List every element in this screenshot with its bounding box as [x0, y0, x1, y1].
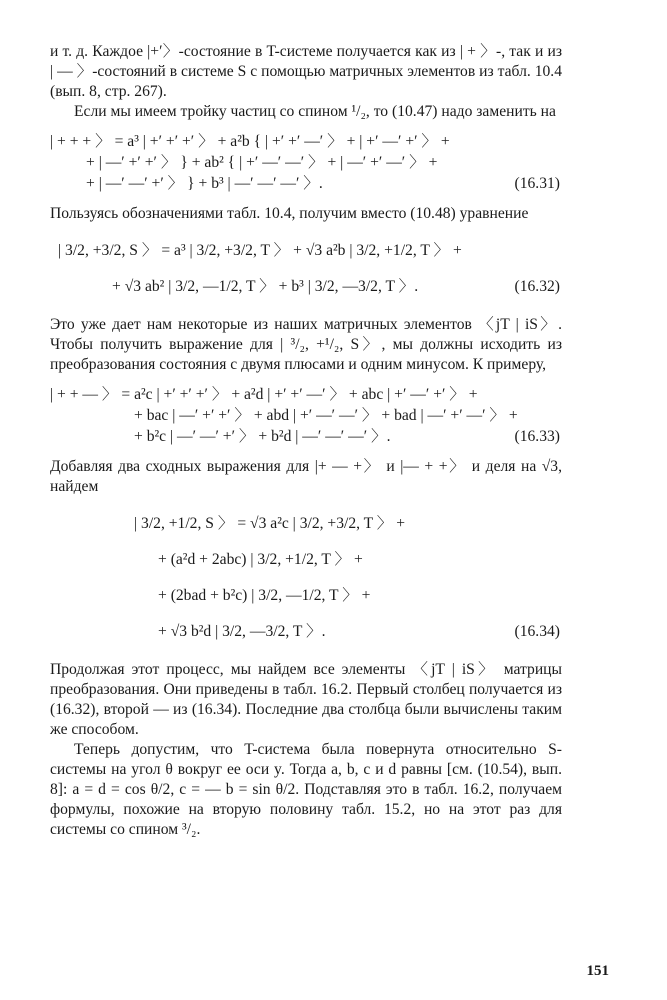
equation-number: (16.31) — [514, 175, 560, 192]
equation-16-34 — [50, 506, 562, 650]
equation-number: (16.32) — [514, 278, 560, 295]
equation-number: (16.33) — [514, 428, 560, 445]
equation-16-31 — [50, 131, 562, 194]
equation-line: + bac | —′ +′ +′ 〉 + abd | +′ —′ —′ 〉 + bad | —′ +′ —′ 〉 + — [134, 407, 518, 424]
equation-line-text: + √3 ab² | 3/2, —1/2, T 〉 + b³ | 3/2, —3/2, T 〉. — [112, 278, 419, 295]
paragraph-5: Добавляя два сходных выражения для |+ — +〉 и |— + +〉 и деля на √3, найдем — [50, 458, 562, 495]
equation-line: | 3/2, +1/2, S 〉 = √3 a²c | 3/2, +3/2, T 〉 + — [134, 515, 406, 532]
paragraph-3: Пользуясь обозначениями табл. 10.4, получим вместо (10.48) уравнение — [50, 205, 529, 222]
equation-line-text: + b²c | —′ —′ +′ 〉 + b²d | —′ —′ —′ 〉. — [134, 428, 391, 445]
page-content — [50, 42, 562, 840]
equation-line: + | —′ +′ +′ 〉 } + ab² { | +′ —′ —′ 〉 + | —′ +′ —′ 〉 + — [86, 154, 438, 171]
equation-16-33 — [50, 384, 562, 447]
equation-16-32 — [50, 233, 562, 305]
equation-line — [50, 614, 562, 650]
equation-line — [50, 426, 562, 447]
paragraph-2: Если мы имеем тройку частиц со спином ¹/₂, то (10.47) надо заменить на — [74, 103, 556, 120]
equation-line — [50, 269, 562, 305]
paragraph-4: Это уже дает нам некоторые из наших матричных элементов 〈jT | iS〉. Чтобы получить выражение для | ³/₂, +¹/₂, S〉, мы должны исходить из преобразования состояния с двумя плюсами и одним минусом. К примеру, — [50, 316, 562, 373]
paragraph-1: и т. д. Каждое |+′〉-состояние в T-системе получается как из | + 〉-, так и из | — 〉-состояний в системе S с помощью матричных элементов из табл. 10.4 (вып. 8, стр. 267). — [50, 43, 562, 100]
paragraph-7: Теперь допустим, что T-система была повернута относительно S-системы на угол θ вокруг ее оси y. Тогда a, b, c и d равны [см. (10.54), вып. 8]: a = d = cos θ/2, c = — b = sin θ/2. Подставляя это в табл. 16.2, получаем формулы, похожие на вторую половину табл. 15.2, но на этот раз для системы со спином ³/₂. — [50, 741, 562, 838]
equation-line — [50, 173, 562, 194]
equation-line: | + + + 〉 = a³ | +′ +′ +′ 〉 + a²b { | +′ +′ —′ 〉 + | +′ —′ +′ 〉 + — [50, 133, 450, 150]
equation-line: | + + — 〉 = a²c | +′ +′ +′ 〉 + a²d | +′ +′ —′ 〉 + abc | +′ —′ +′ 〉 + — [50, 386, 478, 403]
equation-line-text: + √3 b²d | 3/2, —3/2, T 〉. — [158, 623, 326, 640]
page-number: 151 — [586, 963, 609, 979]
equation-line-text: + | —′ —′ +′ 〉 } + b³ | —′ —′ —′ 〉. — [86, 175, 323, 192]
equation-line: + (2bad + b²c) | 3/2, —1/2, T 〉 + — [158, 587, 371, 604]
equation-number: (16.34) — [514, 623, 560, 640]
equation-line: | 3/2, +3/2, S 〉 = a³ | 3/2, +3/2, T 〉 + √3 a²b | 3/2, +1/2, T 〉 + — [58, 242, 462, 259]
paragraph-6: Продолжая этот процесс, мы найдем все элементы 〈jT | iS〉 матрицы преобразования. Они приведены в табл. 16.2. Первый столбец получается из (16.32), второй — из (16.34). Последние два столбца были вычислены таким же способом. — [50, 661, 562, 738]
equation-line: + (a²d + 2abc) | 3/2, +1/2, T 〉 + — [158, 551, 363, 568]
